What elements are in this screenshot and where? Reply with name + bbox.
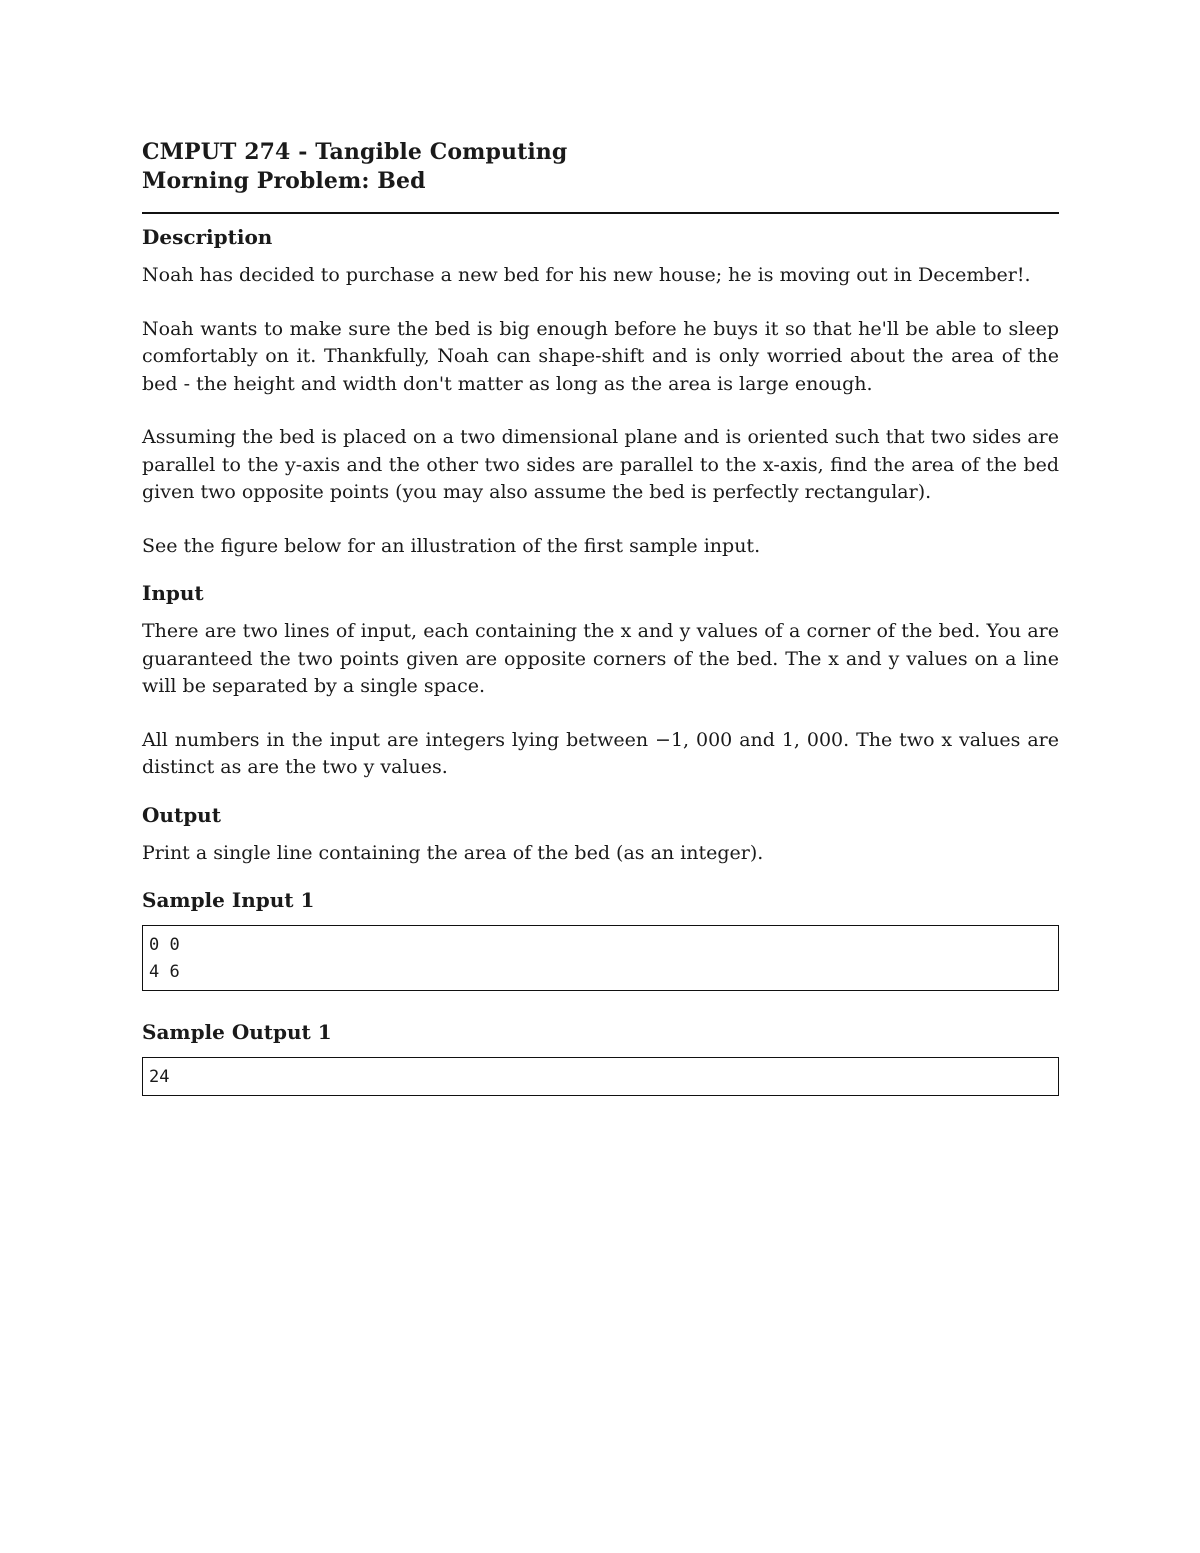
problem-title: Morning Problem: Bed	[142, 168, 426, 194]
output-section	[142, 802, 1059, 868]
sample-input-line: 0 0	[149, 935, 180, 955]
description-paragraph: Assuming the bed is placed on a two dimensional plane and is oriented such that two sides are parallel to the y-axis and the other two sides are parallel to the x-axis, find the area of the bed given two opposite points (you may also assume the bed is perfectly rectangular).	[142, 426, 1059, 503]
description-section	[142, 224, 1059, 560]
input-paragraph: There are two lines of input, each containing the x and y values of a corner of the bed. You are guaranteed the two points given are opposite corners of the bed. The x and y values on a line will be separated by a single space.	[142, 620, 1059, 697]
sample-output-heading: Sample Output 1	[142, 1020, 332, 1044]
course-title: CMPUT 274 - Tangible Computing	[142, 139, 568, 165]
sample-input-line: 4 6	[149, 962, 180, 982]
description-paragraph: See the figure below for an illustration of the first sample input.	[142, 534, 761, 557]
description-heading: Description	[142, 225, 273, 249]
sample-output-box	[142, 1057, 1059, 1096]
sample-output-line: 24	[149, 1067, 170, 1087]
problem-sheet	[142, 138, 1059, 1096]
sample-input-box	[142, 925, 1059, 991]
sample-input-heading: Sample Input 1	[142, 888, 315, 912]
output-heading: Output	[142, 802, 221, 827]
description-paragraph: Noah wants to make sure the bed is big enough before he buys it so that he'll be able to sleep comfortably on it. Thankfully, Noah can shape-shift and is only worried about the area of the bed - the height and width don't matter as long as the area is large enough.	[142, 317, 1059, 395]
sample-output-section	[142, 1019, 1059, 1096]
output-paragraph: Print a single line containing the area of the bed (as an integer).	[142, 841, 764, 864]
header-divider	[142, 212, 1059, 214]
input-heading: Input	[142, 581, 204, 605]
input-section	[142, 580, 1059, 782]
input-paragraph: All numbers in the input are integers lying between −1, 000 and 1, 000. The two x values are distinct as are the two y values.	[142, 728, 1059, 778]
description-paragraph: Noah has decided to purchase a new bed for his new house; he is moving out in December!.	[142, 264, 1031, 286]
sample-input-section	[142, 887, 1059, 991]
